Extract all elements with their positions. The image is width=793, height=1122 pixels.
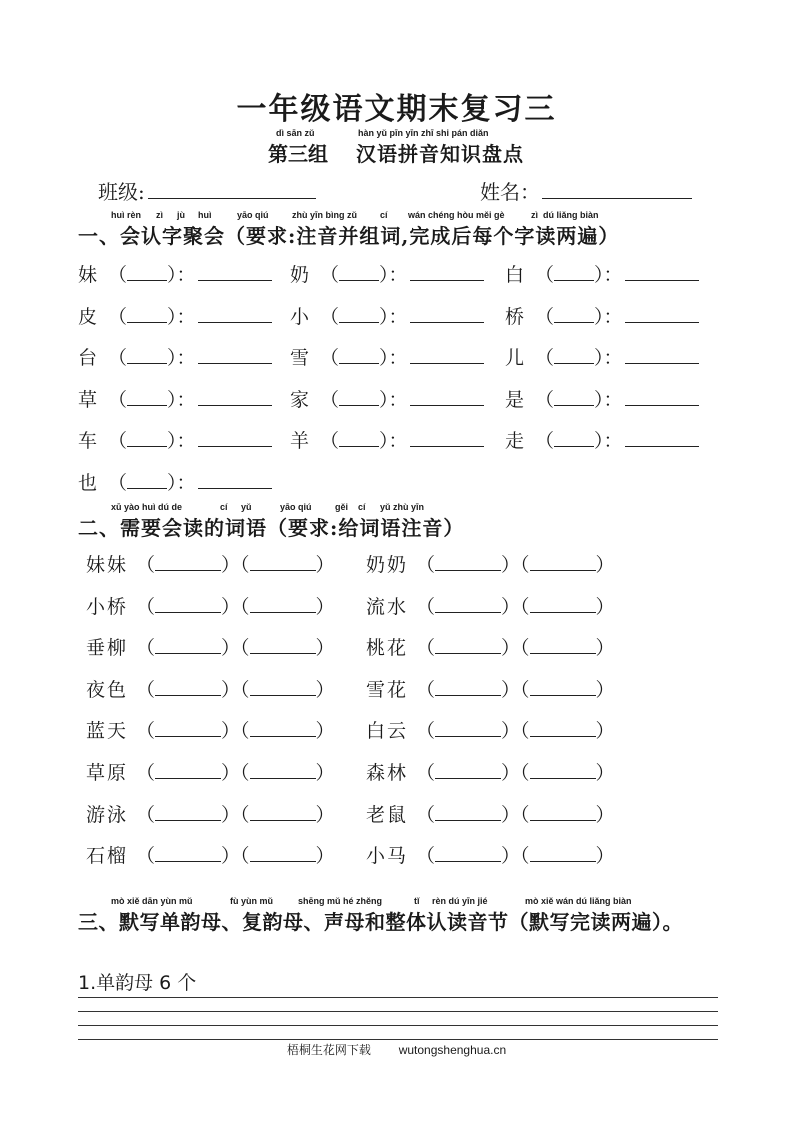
footer-site-name: 梧桐生花网下载 xyxy=(286,1043,371,1057)
paren-open: （ xyxy=(520,845,530,868)
paren-close: ） xyxy=(595,762,615,784)
paren-close: ） xyxy=(379,347,389,369)
paren-close: ） xyxy=(167,388,177,411)
colon: ： xyxy=(388,264,408,286)
pinyin-blank[interactable] xyxy=(155,554,221,571)
pinyin-blank[interactable] xyxy=(435,679,501,696)
paren-open: （ xyxy=(240,595,250,618)
pinyin-blank[interactable] xyxy=(127,264,167,281)
char-item xyxy=(78,343,272,370)
colon: ： xyxy=(603,347,623,369)
paren-close: ） xyxy=(501,595,521,618)
word-item xyxy=(366,633,615,660)
writing-line[interactable] xyxy=(78,1011,718,1012)
paren-open: （ xyxy=(136,845,156,868)
section1-heading: 一、会认字聚会（要求:注音并组词,完成后每个字读两遍） xyxy=(78,224,620,248)
footer-site-url[interactable]: wutongshenghua.cn xyxy=(398,1043,507,1057)
word: 奶奶 xyxy=(366,554,409,576)
paren-close: ） xyxy=(595,637,615,660)
pinyin-blank[interactable] xyxy=(530,804,596,821)
char-item xyxy=(505,260,699,287)
char-item xyxy=(505,385,699,412)
word: 老鼠 xyxy=(366,803,409,826)
word-blank[interactable] xyxy=(410,347,484,364)
char-item xyxy=(78,468,272,495)
paren-open: （ xyxy=(320,264,340,286)
word: 流水 xyxy=(366,595,409,618)
section3-heading: 三、默写单韵母、复韵母、声母和整体认读音节（默写完读两遍）。 xyxy=(78,910,683,934)
word-blank[interactable] xyxy=(198,472,272,489)
char-item xyxy=(290,385,484,412)
char-item xyxy=(290,426,484,453)
pinyin-blank[interactable] xyxy=(155,804,221,821)
word-item xyxy=(366,841,615,868)
paren-open: （ xyxy=(520,554,530,576)
word: 小桥 xyxy=(86,595,129,618)
paren-open: （ xyxy=(240,845,250,868)
char-item xyxy=(78,302,272,329)
pinyin-blank[interactable] xyxy=(155,596,221,613)
paren-open: （ xyxy=(320,388,340,411)
pinyin-annotation: dú liǎng biàn xyxy=(543,210,599,220)
subtitle-pinyin-a: dì sān zǔ xyxy=(276,128,315,138)
paren-open: （ xyxy=(136,762,156,784)
pinyin-annotation: fù yùn mǔ xyxy=(230,896,273,906)
pinyin-blank[interactable] xyxy=(435,637,501,654)
word-item xyxy=(86,633,335,660)
colon: ： xyxy=(176,471,196,494)
pinyin-annotation: yāo qiú xyxy=(237,210,269,220)
paren-close: ） xyxy=(221,554,241,576)
char-item xyxy=(78,426,272,453)
word: 石榴 xyxy=(86,845,129,868)
paren-close: ） xyxy=(315,637,335,660)
pinyin-blank[interactable] xyxy=(339,347,379,364)
word-blank[interactable] xyxy=(410,430,484,447)
word-blank[interactable] xyxy=(198,347,272,364)
colon: ： xyxy=(176,305,196,328)
paren-open: （ xyxy=(320,347,340,369)
paren-close: ） xyxy=(595,554,615,576)
pinyin-annotation: cí xyxy=(220,502,228,512)
pinyin-blank[interactable] xyxy=(250,596,316,613)
paren-close: ） xyxy=(315,762,335,784)
word: 妹妹 xyxy=(86,554,129,576)
pinyin-annotation: zì xyxy=(531,210,539,220)
subtitle-topic: 汉语拼音知识盘点 xyxy=(356,142,524,166)
pinyin-annotation: jù xyxy=(177,210,185,220)
char: 儿 xyxy=(505,347,525,369)
paren-close: ） xyxy=(167,305,177,328)
paren-close: ） xyxy=(595,720,615,743)
paren-open: （ xyxy=(416,554,436,576)
word-item xyxy=(86,800,335,827)
paren-close: ） xyxy=(501,720,521,743)
word-blank[interactable] xyxy=(625,347,699,364)
writing-line[interactable] xyxy=(78,997,718,998)
pinyin-blank[interactable] xyxy=(127,430,167,447)
writing-line[interactable] xyxy=(78,1025,718,1026)
pinyin-blank[interactable] xyxy=(435,845,501,862)
paren-close: ） xyxy=(315,554,335,576)
name-field[interactable] xyxy=(542,178,692,199)
paren-close: ） xyxy=(595,595,615,618)
paren-open: （ xyxy=(240,637,250,660)
word-item xyxy=(366,550,615,577)
word-item xyxy=(86,550,335,577)
paren-close: ） xyxy=(595,803,615,826)
word-item xyxy=(366,675,615,702)
char: 家 xyxy=(290,388,310,411)
pinyin-annotation: yǔ zhù yīn xyxy=(380,502,425,512)
word-item xyxy=(366,592,615,619)
paren-open: （ xyxy=(416,845,436,868)
paren-close: ） xyxy=(595,845,615,868)
word-item xyxy=(86,758,335,785)
paren-open: （ xyxy=(136,595,156,618)
paren-close: ） xyxy=(379,264,389,286)
paren-open: （ xyxy=(108,388,128,411)
pinyin-blank[interactable] xyxy=(127,306,167,323)
char: 妹 xyxy=(78,264,98,286)
colon: ： xyxy=(388,430,408,452)
word-blank[interactable] xyxy=(198,389,272,406)
section2-heading: 二、需要会读的词语（要求:给词语注音） xyxy=(78,516,465,540)
pinyin-annotation: cí xyxy=(358,502,366,512)
pinyin-blank[interactable] xyxy=(127,347,167,364)
char: 走 xyxy=(505,430,525,452)
colon: ： xyxy=(603,305,623,328)
char: 也 xyxy=(78,471,98,494)
word-blank[interactable] xyxy=(410,264,484,281)
paren-close: ） xyxy=(315,720,335,743)
char: 奶 xyxy=(290,264,310,286)
pinyin-blank[interactable] xyxy=(127,472,167,489)
paren-open: （ xyxy=(520,595,530,618)
pinyin-blank[interactable] xyxy=(530,845,596,862)
char: 白 xyxy=(505,264,525,286)
paren-close: ） xyxy=(501,554,521,576)
pinyin-blank[interactable] xyxy=(155,762,221,779)
paren-close: ） xyxy=(167,471,177,494)
word-item xyxy=(86,716,335,743)
paren-open: （ xyxy=(520,803,530,826)
word: 桃花 xyxy=(366,637,409,660)
paren-close: ） xyxy=(221,845,241,868)
paren-open: （ xyxy=(535,305,555,328)
paren-close: ） xyxy=(379,305,389,328)
word: 小马 xyxy=(366,845,409,868)
paren-open: （ xyxy=(108,264,128,286)
char: 草 xyxy=(78,388,98,411)
pinyin-blank[interactable] xyxy=(435,720,501,737)
colon: ： xyxy=(176,388,196,411)
paren-open: （ xyxy=(136,678,156,701)
pinyin-blank[interactable] xyxy=(435,596,501,613)
paren-close: ） xyxy=(315,678,335,701)
char: 台 xyxy=(78,347,98,369)
paren-open: （ xyxy=(240,554,250,576)
paren-open: （ xyxy=(535,347,555,369)
pinyin-blank[interactable] xyxy=(250,762,316,779)
pinyin-blank[interactable] xyxy=(530,762,596,779)
pinyin-blank[interactable] xyxy=(530,554,596,571)
pinyin-annotation: zì xyxy=(156,210,164,220)
pinyin-blank[interactable] xyxy=(250,804,316,821)
paren-open: （ xyxy=(240,803,250,826)
paren-close: ） xyxy=(594,264,604,286)
name-label: 姓名： xyxy=(480,180,540,204)
char: 小 xyxy=(290,305,310,328)
pinyin-blank[interactable] xyxy=(554,389,594,406)
paren-close: ） xyxy=(221,803,241,826)
paren-open: （ xyxy=(520,720,530,743)
char-item xyxy=(290,302,484,329)
pinyin-blank[interactable] xyxy=(435,804,501,821)
paren-close: ） xyxy=(221,720,241,743)
paren-close: ） xyxy=(221,637,241,660)
colon: ： xyxy=(388,305,408,328)
paren-close: ） xyxy=(315,595,335,618)
word: 垂柳 xyxy=(86,637,129,660)
paren-close: ） xyxy=(167,264,177,286)
paren-open: （ xyxy=(535,388,555,411)
char-item xyxy=(78,385,272,412)
char-item xyxy=(505,302,699,329)
paren-open: （ xyxy=(136,803,156,826)
char-item xyxy=(505,426,699,453)
paren-close: ） xyxy=(594,430,604,452)
colon: ： xyxy=(603,430,623,452)
paren-close: ） xyxy=(379,430,389,452)
word-blank[interactable] xyxy=(198,264,272,281)
word: 蓝天 xyxy=(86,720,129,743)
pinyin-blank[interactable] xyxy=(554,306,594,323)
word-item xyxy=(86,592,335,619)
paren-open: （ xyxy=(320,430,340,452)
paren-open: （ xyxy=(320,305,340,328)
paren-open: （ xyxy=(108,305,128,328)
paren-open: （ xyxy=(535,430,555,452)
colon: ： xyxy=(603,264,623,286)
paren-close: ） xyxy=(221,678,241,701)
pinyin-annotation: yǔ xyxy=(241,502,252,512)
paren-open: （ xyxy=(520,637,530,660)
word: 白云 xyxy=(366,720,409,743)
paren-close: ） xyxy=(595,678,615,701)
pinyin-blank[interactable] xyxy=(250,554,316,571)
subtitle-group: 第三组 xyxy=(268,142,328,166)
pinyin-blank[interactable] xyxy=(127,389,167,406)
pinyin-blank[interactable] xyxy=(530,596,596,613)
pinyin-blank[interactable] xyxy=(250,845,316,862)
word-blank[interactable] xyxy=(198,430,272,447)
word: 雪花 xyxy=(366,678,409,701)
pinyin-annotation: xū yào huì dú de xyxy=(111,502,183,512)
word-blank[interactable] xyxy=(625,264,699,281)
pinyin-annotation: huì xyxy=(198,210,212,220)
paren-close: ） xyxy=(167,347,177,369)
pinyin-annotation: cí xyxy=(380,210,388,220)
colon: ： xyxy=(388,347,408,369)
word-item xyxy=(86,675,335,702)
paren-open: （ xyxy=(108,347,128,369)
word-item xyxy=(86,841,335,868)
pinyin-annotation: gěi xyxy=(335,502,349,512)
pinyin-blank[interactable] xyxy=(339,389,379,406)
paren-open: （ xyxy=(416,720,436,743)
pinyin-blank[interactable] xyxy=(250,637,316,654)
pinyin-blank[interactable] xyxy=(155,720,221,737)
pinyin-blank[interactable] xyxy=(435,762,501,779)
colon: ： xyxy=(176,430,196,452)
pinyin-blank[interactable] xyxy=(554,264,594,281)
word: 夜色 xyxy=(86,678,129,701)
pinyin-blank[interactable] xyxy=(155,679,221,696)
word-item xyxy=(366,800,615,827)
paren-close: ） xyxy=(501,803,521,826)
pinyin-annotation: tǐ xyxy=(414,896,420,906)
pinyin-annotation: yāo qiú xyxy=(280,502,312,512)
paren-close: ） xyxy=(315,845,335,868)
char-item xyxy=(78,260,272,287)
paren-open: （ xyxy=(416,595,436,618)
subtitle-pinyin-b: hàn yǔ pīn yīn zhī shi pán diǎn xyxy=(358,128,489,138)
paren-open: （ xyxy=(108,471,128,494)
paren-close: ） xyxy=(594,305,604,328)
colon: ： xyxy=(388,388,408,411)
pinyin-annotation: shēng mǔ hé zhěng xyxy=(298,896,383,906)
paren-close: ） xyxy=(221,595,241,618)
paren-open: （ xyxy=(416,637,436,660)
section3-item1-label: 1.单韵母 6 个 xyxy=(78,972,197,994)
class-field[interactable] xyxy=(148,178,316,199)
char-item xyxy=(505,343,699,370)
pinyin-blank[interactable] xyxy=(435,554,501,571)
pinyin-annotation: wán chéng hòu měi gè xyxy=(408,210,505,220)
writing-line[interactable] xyxy=(78,1039,718,1040)
char: 是 xyxy=(505,388,525,411)
char: 桥 xyxy=(505,305,525,328)
paren-open: （ xyxy=(136,637,156,660)
pinyin-blank[interactable] xyxy=(339,306,379,323)
paren-open: （ xyxy=(240,762,250,784)
page-title: 一年级语文期末复习三 xyxy=(236,92,557,127)
word-blank[interactable] xyxy=(410,306,484,323)
word-item xyxy=(366,758,615,785)
pinyin-blank[interactable] xyxy=(250,679,316,696)
pinyin-annotation: rèn dú yīn jié xyxy=(432,896,488,906)
pinyin-blank[interactable] xyxy=(339,264,379,281)
paren-open: （ xyxy=(108,430,128,452)
char: 皮 xyxy=(78,305,98,328)
paren-open: （ xyxy=(136,554,156,576)
paren-close: ） xyxy=(501,762,521,784)
paren-open: （ xyxy=(416,678,436,701)
pinyin-annotation: mò xiě wán dú liǎng biàn xyxy=(525,896,632,906)
word: 草原 xyxy=(86,762,129,784)
pinyin-blank[interactable] xyxy=(530,637,596,654)
char: 车 xyxy=(78,430,98,452)
pinyin-blank[interactable] xyxy=(554,347,594,364)
footer xyxy=(0,1041,793,1058)
word-blank[interactable] xyxy=(625,306,699,323)
paren-open: （ xyxy=(136,720,156,743)
paren-close: ） xyxy=(501,845,521,868)
pinyin-blank[interactable] xyxy=(530,679,596,696)
colon: ： xyxy=(176,347,196,369)
paren-open: （ xyxy=(535,264,555,286)
class-label: 班级: xyxy=(98,180,145,204)
pinyin-blank[interactable] xyxy=(155,637,221,654)
pinyin-annotation: zhù yīn bìng zǔ xyxy=(292,210,357,220)
paren-close: ） xyxy=(379,388,389,411)
word-blank[interactable] xyxy=(625,389,699,406)
paren-open: （ xyxy=(416,803,436,826)
word-blank[interactable] xyxy=(625,430,699,447)
pinyin-annotation: huì rèn xyxy=(111,210,142,220)
char-item xyxy=(290,260,484,287)
char-item xyxy=(290,343,484,370)
colon: ： xyxy=(176,264,196,286)
paren-open: （ xyxy=(240,678,250,701)
pinyin-blank[interactable] xyxy=(250,720,316,737)
paren-open: （ xyxy=(240,720,250,743)
paren-close: ） xyxy=(221,762,241,784)
pinyin-blank[interactable] xyxy=(530,720,596,737)
char: 羊 xyxy=(290,430,310,452)
paren-open: （ xyxy=(520,678,530,701)
colon: ： xyxy=(603,388,623,411)
word: 森林 xyxy=(366,762,409,784)
pinyin-annotation: mò xiě dān yùn mǔ xyxy=(111,896,193,906)
word-blank[interactable] xyxy=(410,389,484,406)
pinyin-blank[interactable] xyxy=(339,430,379,447)
paren-close: ） xyxy=(315,803,335,826)
char: 雪 xyxy=(290,347,310,369)
paren-close: ） xyxy=(501,678,521,701)
word-item xyxy=(366,716,615,743)
paren-open: （ xyxy=(416,762,436,784)
word-blank[interactable] xyxy=(198,306,272,323)
paren-open: （ xyxy=(520,762,530,784)
paren-close: ） xyxy=(501,637,521,660)
pinyin-blank[interactable] xyxy=(155,845,221,862)
word: 游泳 xyxy=(86,803,129,826)
paren-close: ） xyxy=(594,347,604,369)
pinyin-blank[interactable] xyxy=(554,430,594,447)
paren-close: ） xyxy=(167,430,177,452)
paren-close: ） xyxy=(594,388,604,411)
